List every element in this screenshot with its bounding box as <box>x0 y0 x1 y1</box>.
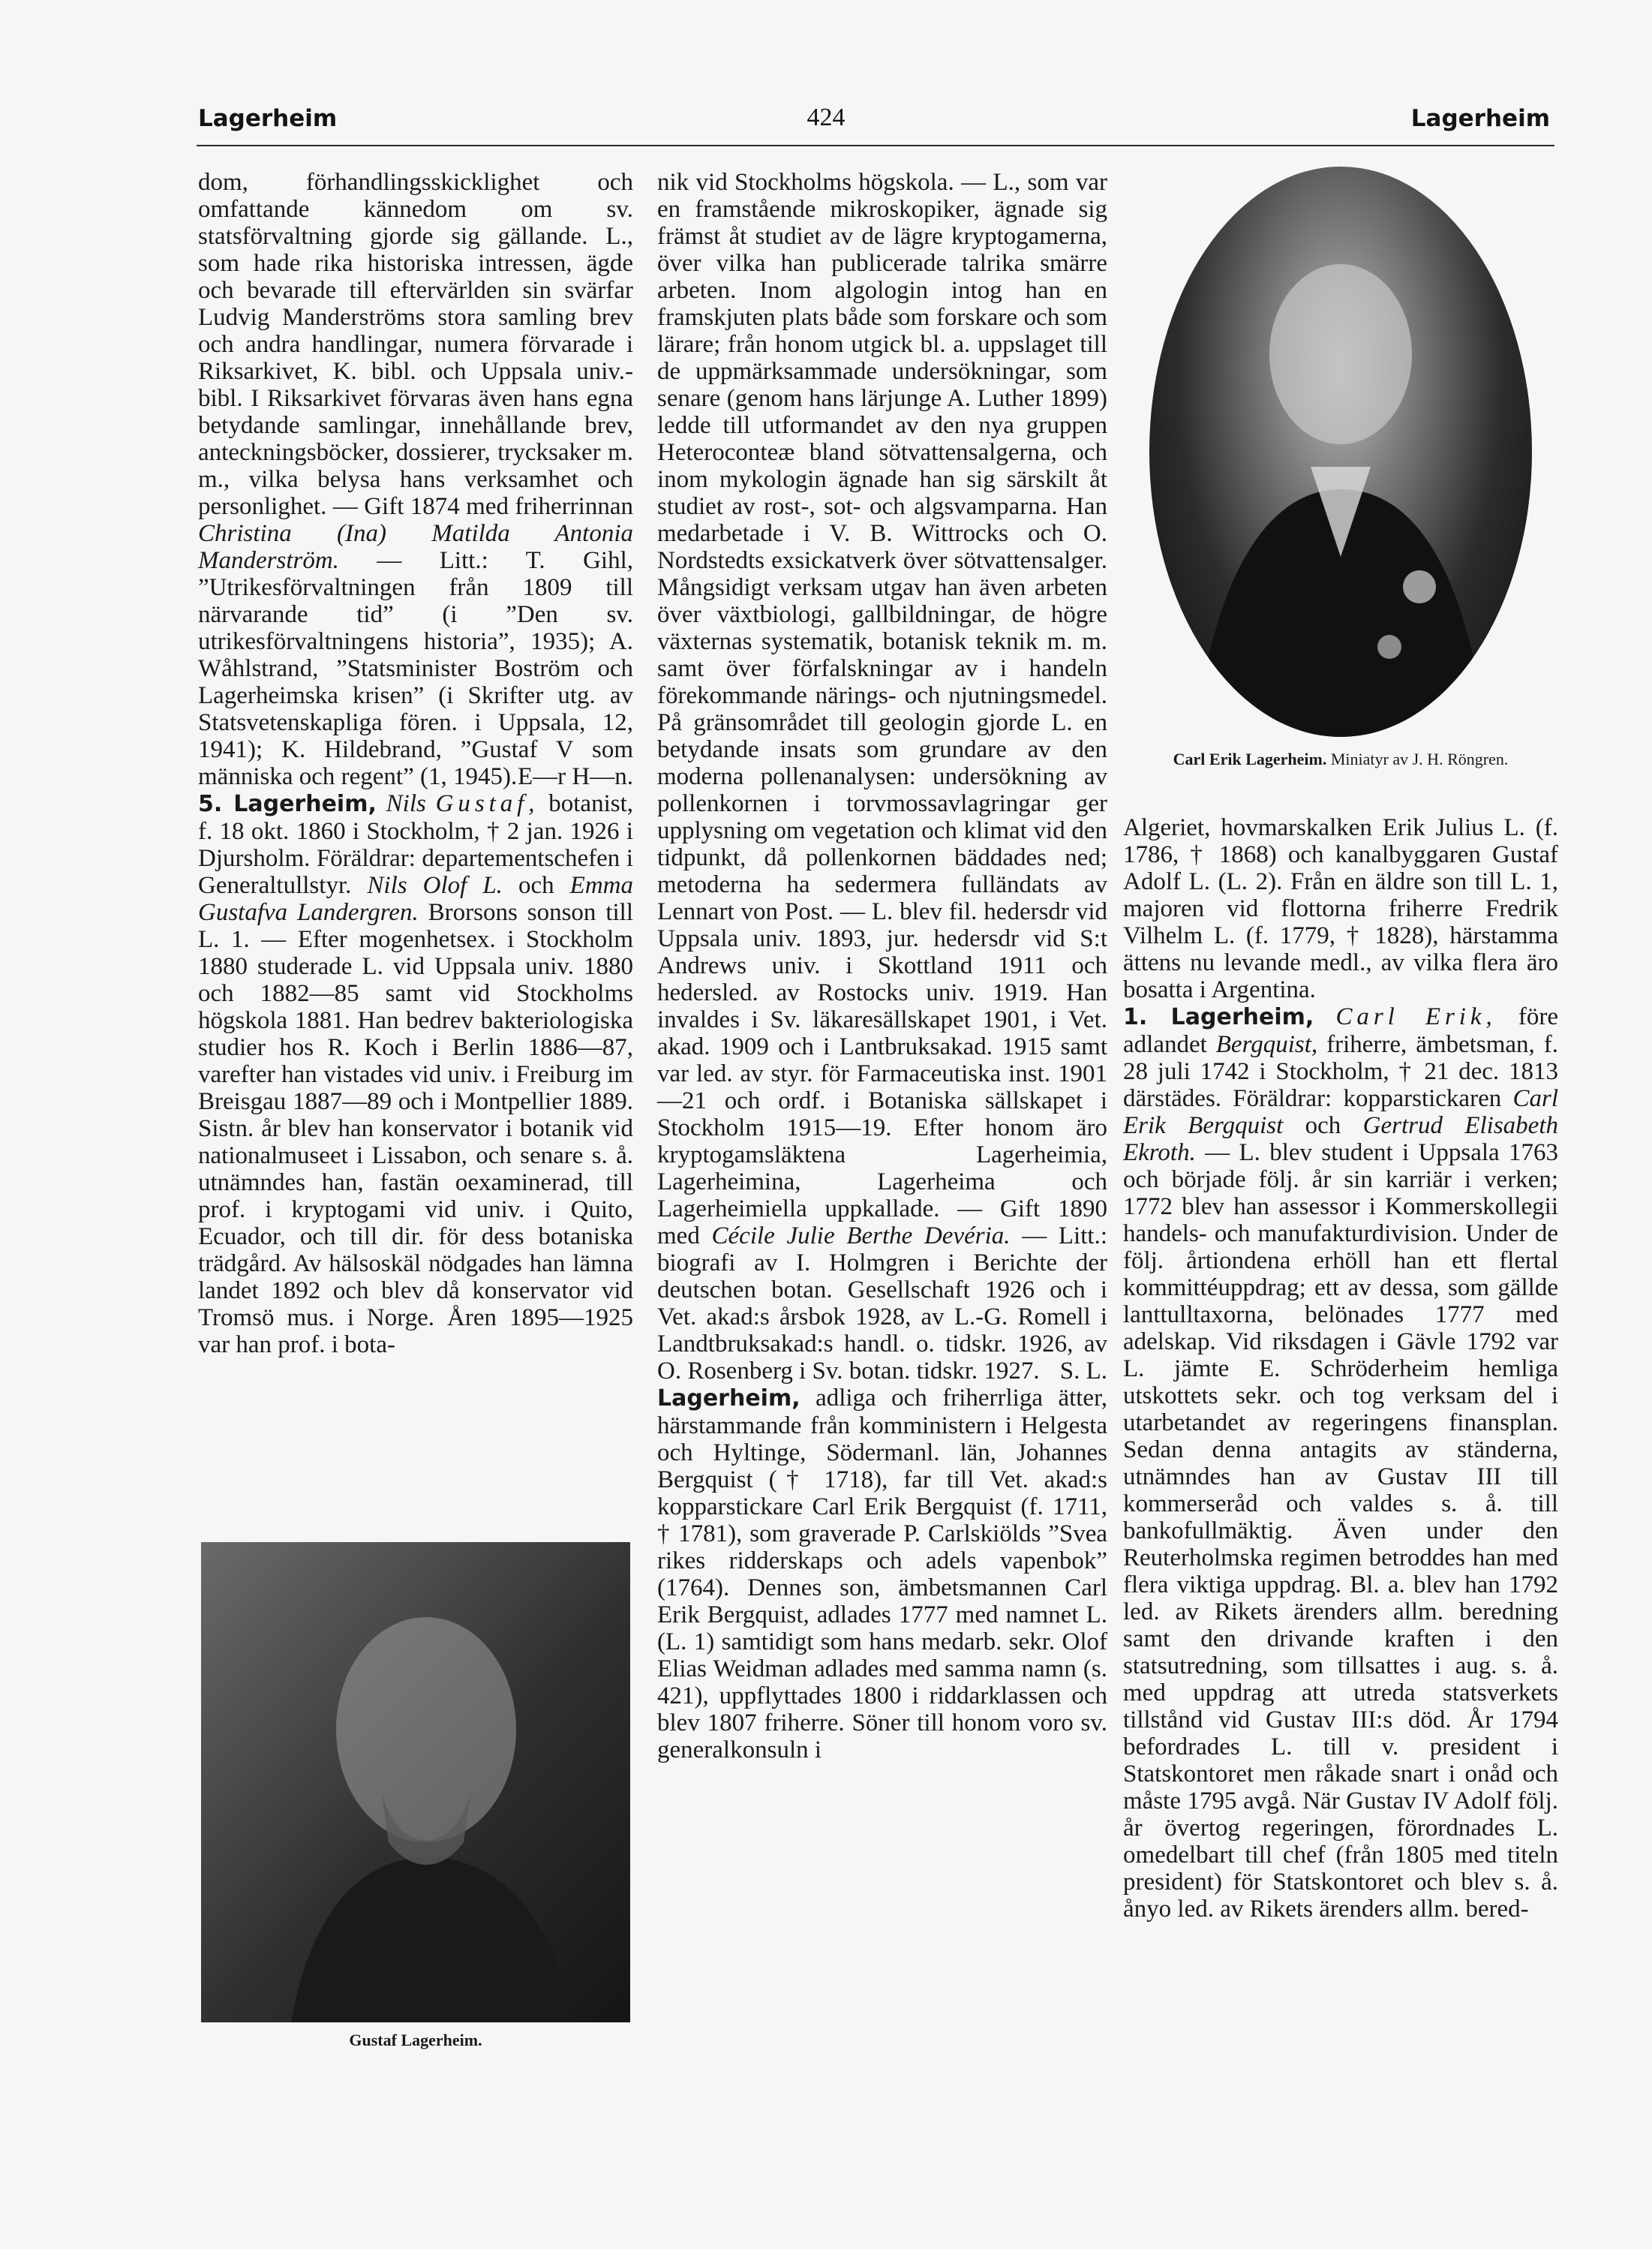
author-signature: E—r H—n. <box>518 763 633 790</box>
running-head-left: Lagerheim <box>198 105 338 132</box>
column-2 <box>657 169 1107 1763</box>
text: Brorsons sonson till L. 1. — Efter mogenhetsex. i Stockholm 1880 studerade L. vid Uppsala univ. 1880 och 1882—85 samt vid Stockholms högskola 1881. Han bedrev bakteriologiska studier hos R. Koch i Berlin 1886—87, varefter han vistades vid univ. i Freiburg im Breisgau 1887—89 och i Montpellier 1889. Sistn. år blev han konservator i botanik vid nationalmuseet i Lissabon, och senare s. å. utnämndes han, fastän oexaminerad, till prof. i kryptogami vid univ. i Quito, Ecuador, och till dir. för dess botaniska trädgård. Av hälsoskäl nödgades han lämna landet 1892 och blev då konservator vid Tromsö mus. i Norge. Åren 1895—1925 var han prof. i bota- <box>198 899 633 1358</box>
text: nik vid Stockholms högskola. — L., som var en framstående mikroskopiker, ägnade sig främst åt studiet av de lägre kryptogamerna, över vilka han publicerade talrika smärre arbeten. Inom algologin intog han en framskjuten plats både som forskare och som lärare; från honom utgick bl. a. uppslaget till de uppmärksammade undersökningar, som senare (genom hans lärjunge A. Luther 1899) ledde till utformandet av den nya gruppen Heteroconteæ bland sötvattensalgerna, och inom mykologin ägnade han sig särskilt åt studiet av rost-, sot- och algsvamparna. Han medarbetade i V. B. Wittrocks och O. Nordstedts exsickatverk över sötvattensalger. Mångsidigt verksam utgav han även arbeten över växtbiologi, gallbildningar, de högre växternas systematik, botanisk teknik m. m. samt över förfalskningar av i handeln förekommande närings- och njutningsmedel. På gränsområdet till geologin gjorde L. en betydande insats som grundare av den moderna pollenanalysen: undersökning av pollenkornen i torvmossavlagringar ger upplysning om vegetation och klimat vid den tidpunkt, då pollenkornen bäddades ned; metoderna ha sedermera fulländats av Lennart von Post. — L. blev fil. hedersdr vid Uppsala univ. 1893, jur. hedersdr vid S:t Andrews univ. i Skottland 1911 och hedersled. av Rostocks univ. 1919. Han invaldes i Sv. läkaresällskapet 1901, i Vet. akad. 1909 och i Lantbruksakad. 1915 samt var led. av styr. för Farmaceutiska inst. 1901—21 och ordf. i Botaniska sällskapet i Stockholm 1915—19. Efter honom äro kryptogamsläktena Lagerheimia, Lagerheimina, Lagerheima och Lagerheimiella uppkallade. — Gift 1890 med <box>657 169 1107 1249</box>
text: — Litt.: T. Gihl, ”Utrikesförvaltningen från 1809 till närvarande tid” (i ”Den sv. utrikesförvaltningens historia”, 1935); A. Wåhlstrand, ”Statsminister Boström och Lagerheimska krisen” (i Skrifter utg. av Statsvetenskapliga fören. i Uppsala, 12, 1941); K. Hildebrand, ”Gustaf V som människa och regent” (1, 1945). <box>198 547 633 790</box>
caption-photo2 <box>1123 749 1558 770</box>
entry-paragraph <box>657 1385 1107 1763</box>
text: adliga och friherrliga ätter, härstammande från komministern i Helgesta och Hyltinge, Södermanl. län, Johannes Bergquist († 1718), far till Vet. akad:s kopparstickare Carl Erik Bergquist (f. 1711, † 1781), som graverade P. Carlskiölds ”Svea rikes ridderskaps och adels vapenbok” (1764). Dennes son, ämbetsmannen Carl Erik Bergquist, adlades 1777 med namnet L. (L. 1) samtidigt som hans medarb. sekr. Olof Elias Weidman adlades med samma namn (s. 421), uppflyttades 1800 i riddarklassen och blev 1807 friherre. Söner till honom voro sv. generalkonsuln i <box>657 1385 1107 1763</box>
spouse-name: Cécile Julie Berthe Devéria. <box>711 1222 1011 1249</box>
entry-paragraph <box>198 790 633 1358</box>
given-name: Nils <box>386 790 426 817</box>
portrait-miniature-carl-erik <box>1149 167 1532 737</box>
paragraph <box>198 169 633 790</box>
running-head-right: Lagerheim <box>1410 105 1550 132</box>
column-1 <box>198 169 633 1358</box>
given-name-spaced: Carl Erik, <box>1335 1003 1497 1030</box>
caption-title: Carl Erik Lagerheim. <box>1173 750 1327 768</box>
text: — L. blev student i Uppsala 1763 och började följ. år sin karriär i verken; 1772 blev han assessor i Kommerskollegii handels- och manufakturdivision. Under de följ. årtiondena erhöll han ett flertal kommittéuppdrag; ett av dessa, som gällde lanttulltaxorna, belönades 1777 med adelskap. Vid riksdagen i Gävle 1792 var L. jämte E. Schröderheim hemliga utskottets sekr. och tog verksam del i utarbetandet av regeringens finansplan. Sedan denna antagits av ständerna, utnämndes han av Gustav III till kommerseråd och valdes s. å. till bankofullmäktig. Även under den Reuterholmska regimen betroddes han med flera viktiga uppdrag. Bl. a. blev han 1792 led. av Rikets ärenders allm. beredning samt den drivande kraften i den statsutredning, som tillsattes i aug. s. å. med uppdrag att utreda statsverkets tillstånd vid Gustav III:s död. År 1794 befordrades L. till v. president i Statskontoret men råkade snart i onåd och måste 1795 avgå. När Gustav IV Adolf följ. år övertog regeringen, förordnades L. omedelbart till chef (från 1805 med titeln president) för Statskontoret och blev s. å. ånyo led. av Rikets ärenders allm. bered- <box>1123 1139 1558 1923</box>
page-number: 424 <box>806 104 846 131</box>
text: — Litt.: biografi av I. Holmgren i Berichte der deutschen botan. Gesellschaft 1926 och i Vet. akad:s årsbok 1928, av L.-G. Romell i Landtbruksakad:s handl. o. tidskr. 1926, av O. Rosenberg i Sv. botan. tidskr. 1927. <box>657 1222 1107 1385</box>
entry-headword: 5. Lagerheim, <box>198 791 377 817</box>
parent-name: Gertrud Elisabeth Ekroth. <box>1123 1112 1558 1166</box>
header-rule <box>197 145 1554 146</box>
portrait-placeholder-icon <box>1149 167 1532 737</box>
portrait-photo-gustaf <box>201 1542 630 2022</box>
text: före adlandet <box>1123 1003 1558 1058</box>
text: botanist, f. 18 okt. 1860 i Stockholm, † 2 jan. 1926 i Djursholm. Föräldrar: departementschefen i Generaltullstyr. <box>198 790 634 899</box>
column-3 <box>1123 814 1558 1923</box>
author-signature: S. L. <box>1059 1358 1107 1385</box>
text: dom, förhandlingsskicklighet och omfattande kännedom om sv. statsförvaltning gjorde sig gällande. L., som hade rika historiska intressen, ägde och bevarade till eftervärlden sin svärfar Ludvig Manderströms stora samling brev och andra handlingar, numera förvarade i Riksarkivet, K. bibl. och Uppsala univ.-bibl. I Riksarkivet förvaras även hans egna betydande samlingar, innehållande brev, anteckningsböcker, dossierer, trycksaker m. m., vilka belysa hans verksamhet och personlighet. — Gift 1874 med friherrinnan <box>198 169 633 520</box>
parent-name: Carl Erik Bergquist <box>1123 1085 1558 1139</box>
text: och <box>502 872 570 899</box>
caption-photo1: Gustaf Lagerheim. <box>349 2031 482 2049</box>
entry-headword: Lagerheim, <box>657 1385 800 1412</box>
given-name-spaced: Gustaf, <box>435 790 539 817</box>
parent-name: Emma Gustafva Landergren. <box>198 872 633 926</box>
portrait-placeholder-icon <box>201 1542 630 2022</box>
spouse-name: Christina (Ina) Matilda Antonia Manderström. <box>198 520 633 574</box>
parent-name: Nils Olof L. <box>367 872 503 899</box>
former-name: Bergquist, <box>1215 1031 1318 1058</box>
text: och <box>1283 1112 1363 1139</box>
caption-credit: Miniatyr av J. H. Röngren. <box>1326 750 1509 768</box>
paragraph: Algeriet, hovmarskalken Erik Julius L. (f. 1786, † 1868) och kanalbyggaren Gustaf Adolf L. (L. 2). Från en äldre son till L. 1, majoren vid flottorna friherre Fredrik Vilhelm L. (f. 1779, † 1828), härstamma ättens nu levande medl., av vilka flera äro bosatta i Argentina. <box>1123 814 1558 1003</box>
entry-paragraph <box>1123 1003 1558 1923</box>
entry-headword: 1. Lagerheim, <box>1123 1004 1314 1030</box>
text: friherre, ämbetsman, f. 28 juli 1742 i Stockholm, † 21 dec. 1813 därstädes. Föräldrar: kopparstickaren <box>1123 1031 1559 1112</box>
paragraph <box>657 169 1107 1385</box>
